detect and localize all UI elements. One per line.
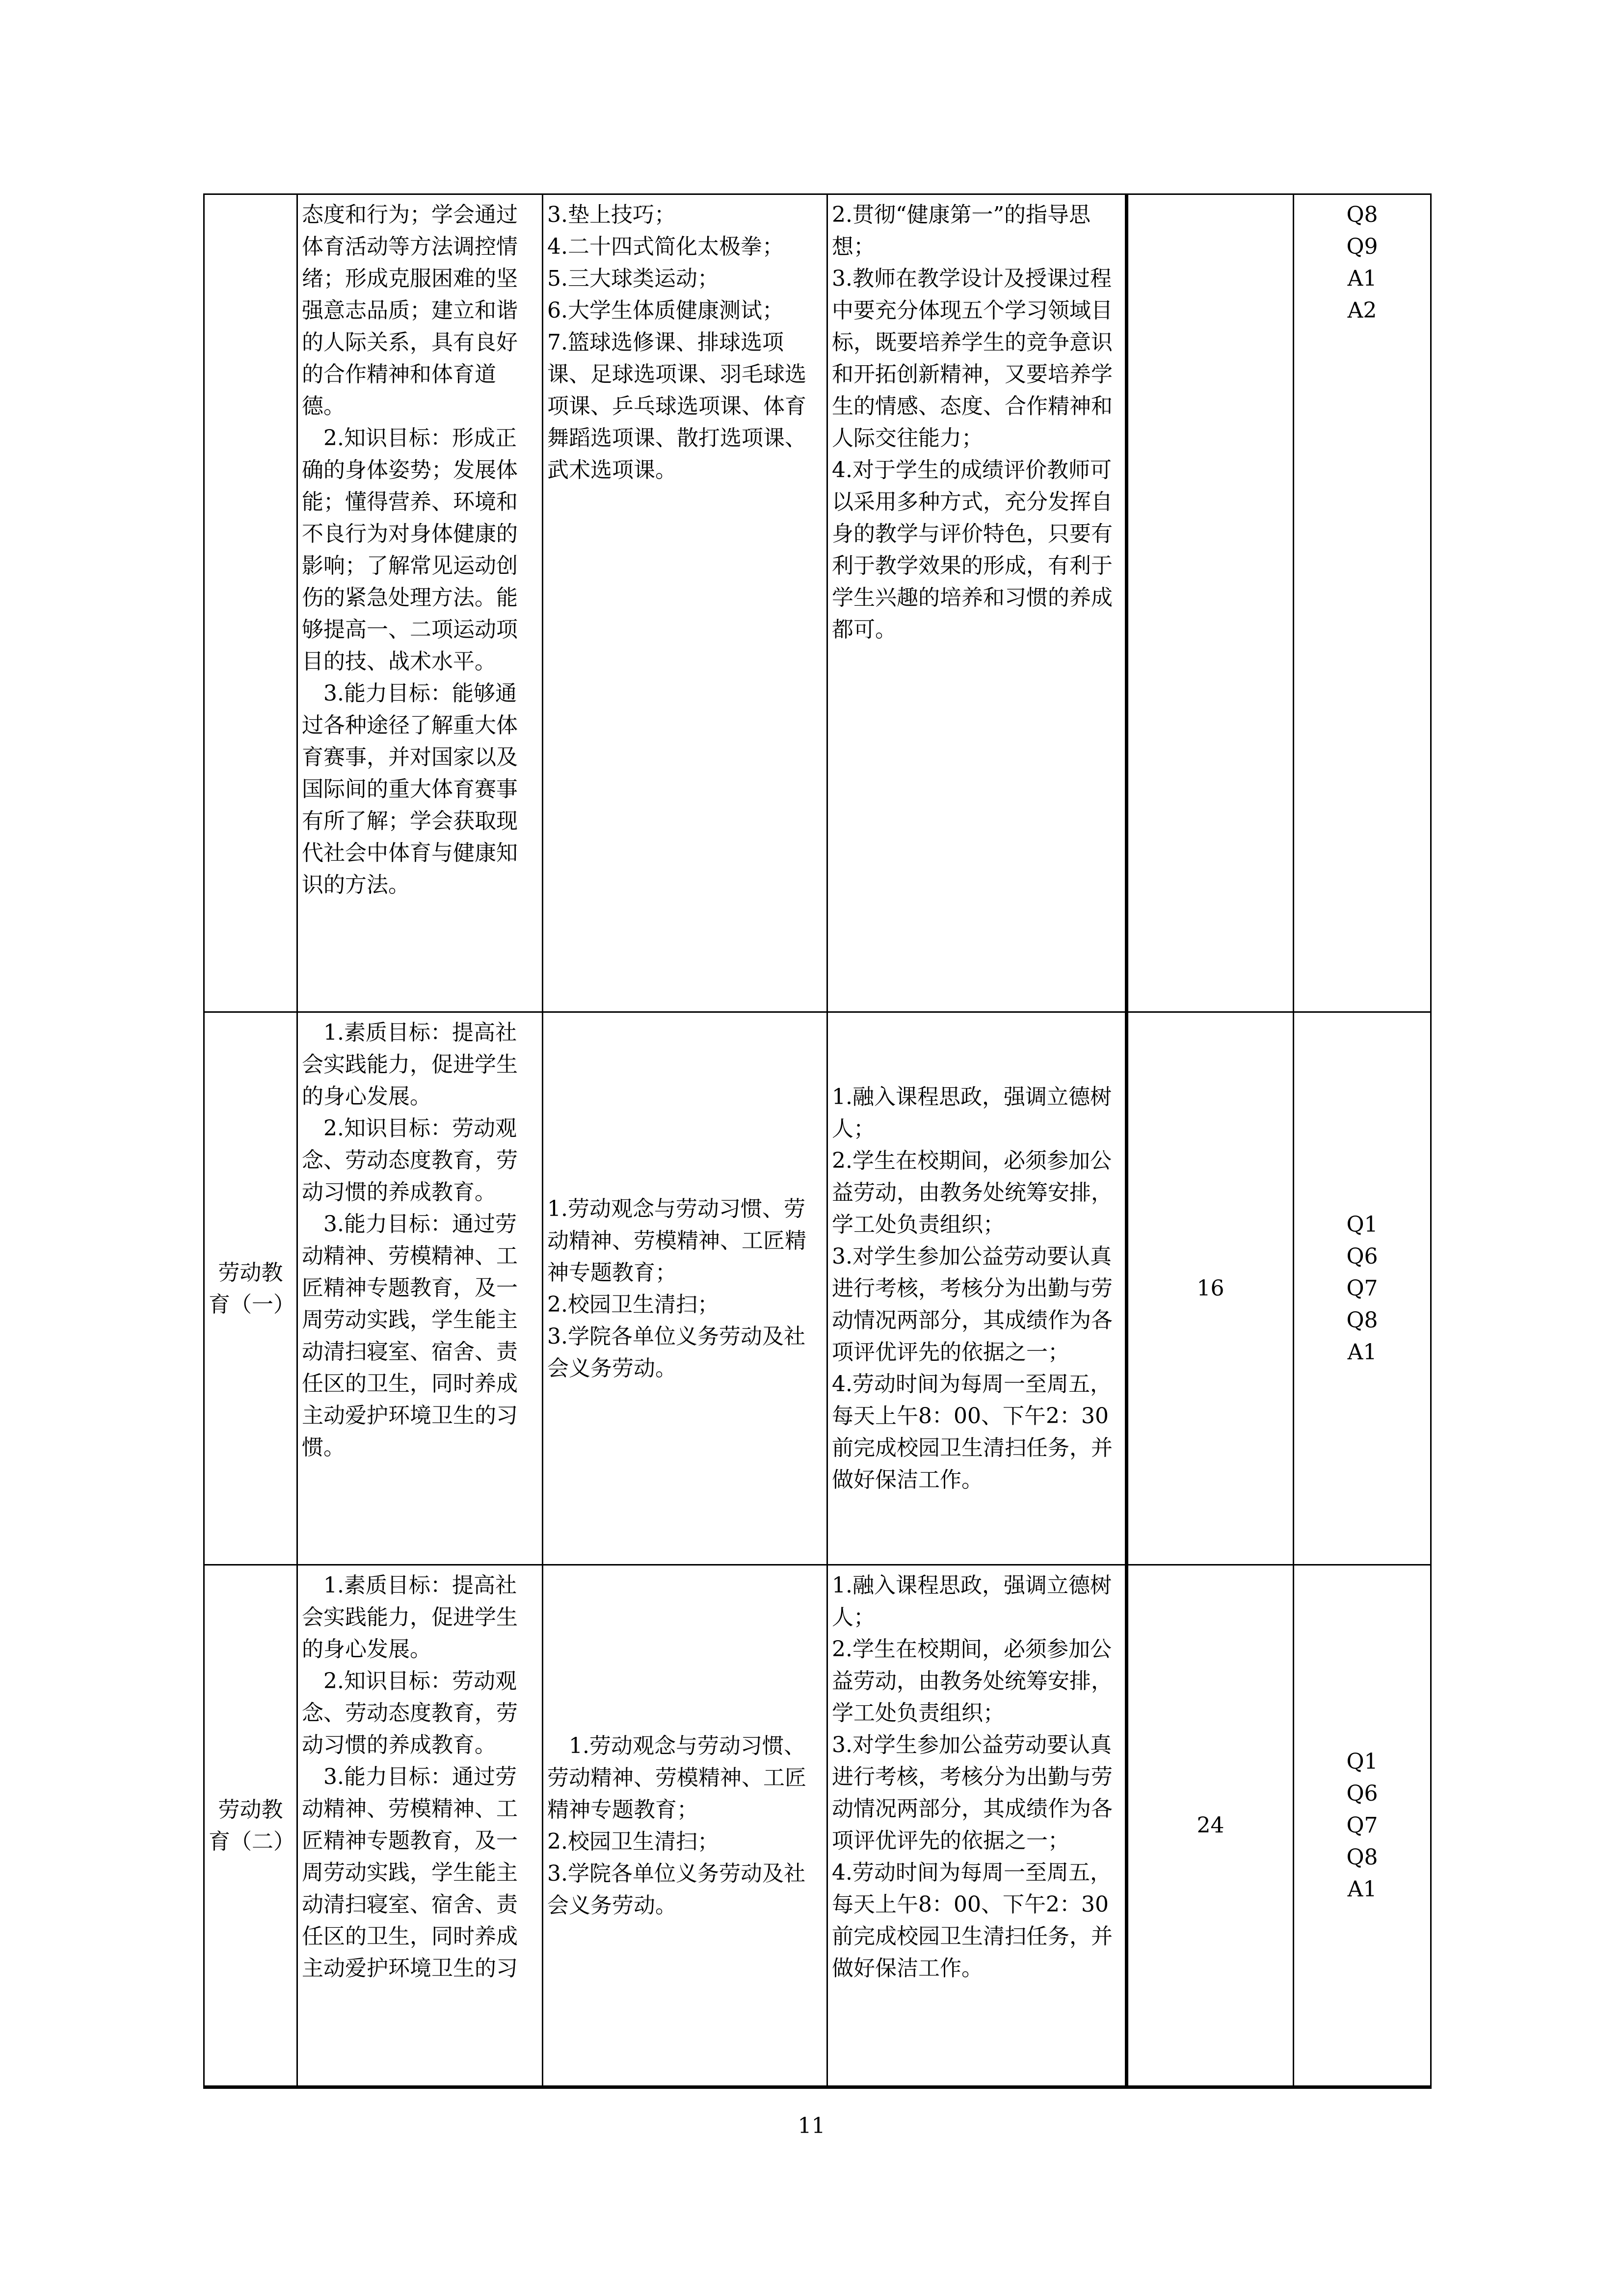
content-item: 2.校园卫生清扫；	[547, 1829, 719, 1854]
content-item: 7.篮球选修课、排球选项课、足球选项课、羽毛球选项课、乒乓球选项课、体育舞蹈选项课、散打选项课、武术选项课。	[547, 330, 806, 483]
requirements-cell	[827, 1565, 1127, 2087]
objective-item: 1.素质目标：提高社会实践能力，促进学生的身心发展。	[302, 1573, 518, 1662]
ability-codes-cell	[1294, 1012, 1431, 1565]
objective-item: 3.能力目标：通过劳动精神、劳模精神、工匠精神专题教育，及一周劳动实践，学生能主动清扫寝室、宿舍、责任区的卫生，同时养成主动爱护环境卫生的习	[302, 1764, 518, 1981]
ability-code: A2	[1347, 298, 1377, 323]
content-item: 4.二十四式简化太极拳；	[547, 234, 784, 259]
objectives-cell	[297, 1565, 543, 2087]
curriculum-table	[203, 193, 1432, 2089]
requirement-item: 4.劳动时间为每周一至周五，每天上午8：00、下午2：30前完成校园卫生清扫任务，并做好保洁工作。	[832, 1860, 1113, 1981]
content-cell	[543, 1565, 827, 2087]
content-item: 3.学院各单位义务劳动及社会义务劳动。	[547, 1861, 805, 1918]
ability-code: Q6	[1346, 1781, 1378, 1806]
course-category-cell: 劳动教育（一）	[204, 1012, 297, 1565]
content-item: 2.校园卫生清扫；	[547, 1292, 719, 1317]
requirement-item: 2.学生在校期间，必须参加公益劳动，由教务处统筹安排，学工处负责组织；	[832, 1148, 1113, 1237]
course-category-cell: 劳动教育（二）	[204, 1565, 297, 2087]
ability-code: Q8	[1346, 202, 1378, 227]
ability-code: Q6	[1346, 1244, 1378, 1269]
requirement-item: 2.学生在校期间，必须参加公益劳动，由教务处统筹安排，学工处负责组织；	[832, 1637, 1113, 1726]
ability-code: A1	[1347, 1340, 1377, 1365]
requirements-cell	[827, 194, 1127, 1012]
course-category-cell	[204, 194, 297, 1012]
requirement-item: 3.教师在教学设计及授课过程中要充分体现五个学习领域目标，既要培养学生的竞争意识和开拓创新精神，又要培养学生的情感、态度、合作精神和人际交往能力；	[832, 266, 1113, 451]
hours-cell	[1127, 194, 1294, 1012]
content-cell	[543, 194, 827, 1012]
objective-item: 3.能力目标：通过劳动精神、劳模精神、工匠精神专题教育，及一周劳动实践，学生能主动清扫寝室、宿舍、责任区的卫生，同时养成主动爱护环境卫生的习惯。	[302, 1212, 518, 1460]
objective-item: 3.能力目标：能够通过各种途径了解重大体育赛事，并对国家以及国际间的重大体育赛事有所了解；学会获取现代社会中体育与健康知识的方法。	[302, 681, 518, 897]
table-row	[204, 1565, 1431, 2087]
content-item: 5.三大球类运动；	[547, 266, 719, 291]
ability-code: Q9	[1346, 234, 1378, 259]
requirement-item: 3.对学生参加公益劳动要认真进行考核，考核分为出勤与劳动情况两部分，其成绩作为各项评优评先的依据之一；	[832, 1732, 1113, 1853]
content-item: 3.垫上技巧；	[547, 202, 676, 227]
table-row	[204, 194, 1431, 1012]
ability-codes-cell	[1294, 194, 1431, 1012]
ability-code: Q7	[1346, 1813, 1378, 1838]
table-row	[204, 1012, 1431, 1565]
requirement-item: 1.融入课程思政，强调立德树人；	[832, 1084, 1112, 1141]
ability-code: Q8	[1346, 1845, 1378, 1870]
content-item: 1.劳动观念与劳动习惯、劳动精神、劳模精神、工匠精神专题教育；	[547, 1733, 806, 1822]
ability-code: A1	[1347, 1877, 1377, 1902]
requirement-item: 1.融入课程思政，强调立德树人；	[832, 1573, 1112, 1630]
page-number: 11	[798, 2113, 825, 2138]
objective-item: 2.知识目标：形成正确的身体姿势；发展体能；懂得营养、环境和不良行为对身体健康的影响；了解常见运动创伤的紧急处理方法。能够提高一、二项运动项目的技、战术水平。	[302, 426, 518, 674]
objectives-cell	[297, 194, 543, 1012]
requirement-item: 4.劳动时间为每周一至周五，每天上午8：00、下午2：30前完成校园卫生清扫任务，并做好保洁工作。	[832, 1372, 1113, 1492]
ability-code: A1	[1347, 266, 1377, 291]
requirement-item: 4.对于学生的成绩评价教师可以采用多种方式，充分发挥自身的教学与评价特色，只要有利于教学效果的形成，有利于学生兴趣的培养和习惯的养成都可。	[832, 458, 1113, 642]
ability-code: Q8	[1346, 1308, 1378, 1333]
objective-item: 1.素质目标：提高社会实践能力，促进学生的身心发展。	[302, 1020, 518, 1109]
content-item: 6.大学生体质健康测试；	[547, 298, 784, 323]
objectives-cell	[297, 1012, 543, 1565]
ability-code: Q1	[1346, 1212, 1378, 1237]
ability-codes-cell	[1294, 1565, 1431, 2087]
hours-cell: 24	[1127, 1565, 1294, 2087]
hours-cell: 16	[1127, 1012, 1294, 1565]
objective-item: 2.知识目标：劳动观念、劳动态度教育，劳动习惯的养成教育。	[302, 1669, 518, 1757]
objective-item: 态度和行为；学会通过体育活动等方法调控情绪；形成克服困难的坚强意志品质；建立和谐的人际关系，具有良好的合作精神和体育道德。	[302, 202, 518, 419]
requirement-item: 2.贯彻“健康第一”的指导思想；	[832, 202, 1091, 259]
content-cell	[543, 1012, 827, 1565]
objective-item: 2.知识目标：劳动观念、劳动态度教育，劳动习惯的养成教育。	[302, 1116, 518, 1205]
requirements-cell	[827, 1012, 1127, 1565]
requirement-item: 3.对学生参加公益劳动要认真进行考核，考核分为出勤与劳动情况两部分，其成绩作为各项评优评先的依据之一；	[832, 1244, 1113, 1365]
content-item: 3.学院各单位义务劳动及社会义务劳动。	[547, 1324, 805, 1381]
ability-code: Q7	[1346, 1276, 1378, 1301]
ability-code: Q1	[1346, 1749, 1378, 1774]
content-item: 1.劳动观念与劳动习惯、劳动精神、劳模精神、工匠精神专题教育；	[547, 1196, 806, 1285]
